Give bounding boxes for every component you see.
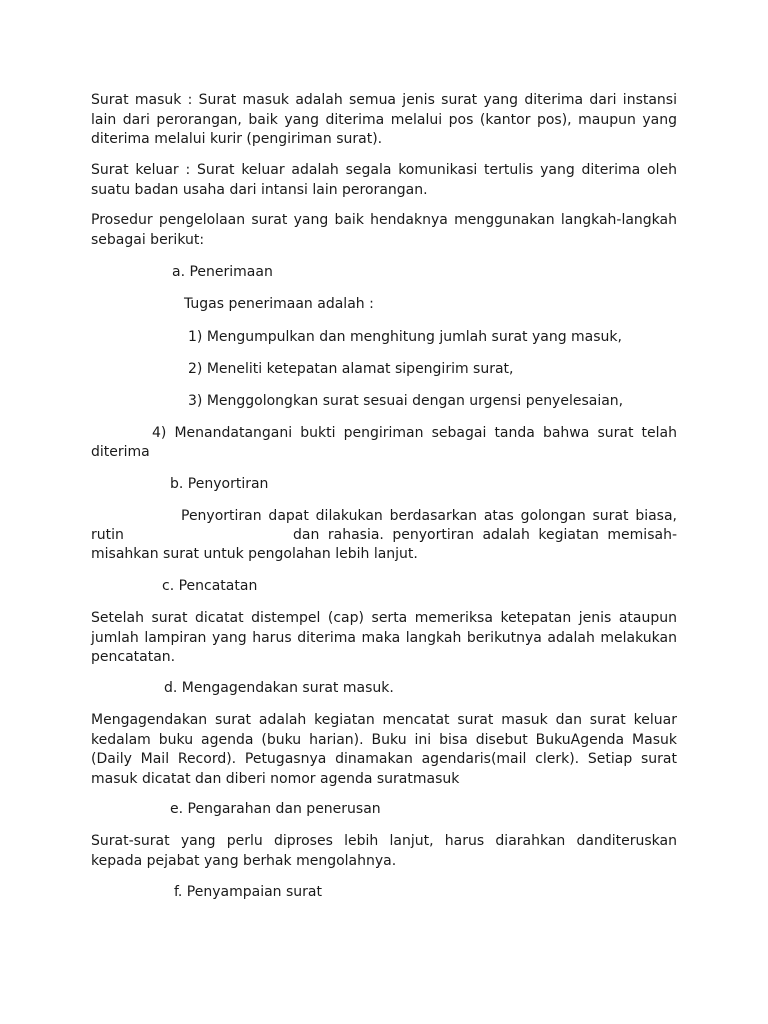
penerimaan-item-3: 3) Menggolongkan surat sesuai dengan urgensi penyelesaian, xyxy=(188,393,624,409)
paragraph-prosedur: Prosedur pengelolaan surat yang baik hendaknya menggunakan langkah-langkah sebagai berikut: xyxy=(91,212,677,248)
heading-penyampaian: f. Penyampaian surat xyxy=(174,884,322,900)
paragraph-surat-masuk: Surat masuk : Surat masuk adalah semua jenis surat yang diterima dari instansi lain dari perorangan, baik yang diterima melalui pos (kantor pos), maupun yang diterima melalui kurir (pengiriman surat). xyxy=(91,92,677,147)
heading-pengarahan: e. Pengarahan dan penerusan xyxy=(170,801,381,817)
heading-pencatatan: c. Pencatatan xyxy=(162,578,258,594)
penyortiran-line-2-left: rutin xyxy=(91,527,124,543)
penyortiran-line-3: misahkan surat untuk pengolahan lebih lanjut. xyxy=(91,546,418,562)
heading-penyortiran: b. Penyortiran xyxy=(170,476,269,492)
penyortiran-line-1: Penyortiran dapat dilakukan berdasarkan atas golongan surat biasa, xyxy=(181,508,677,524)
paragraph-surat-keluar: Surat keluar : Surat keluar adalah segala komunikasi tertulis yang diterima oleh suatu badan usaha dari intansi lain perorangan. xyxy=(91,162,677,198)
penyortiran-line-2-right: dan rahasia. penyortiran adalah kegiatan memisah- xyxy=(293,527,677,543)
heading-mengagendakan: d. Mengagendakan surat masuk. xyxy=(164,680,394,696)
pencatatan-body: Setelah surat dicatat distempel (cap) serta memeriksa ketepatan jenis ataupun jumlah lampiran yang harus diterima maka langkah berikutnya adalah melakukan pencatatan. xyxy=(91,610,677,665)
mengagendakan-body: Mengagendakan surat adalah kegiatan mencatat surat masuk dan surat keluar kedalam buku agenda (buku harian). Buku ini bisa disebut BukuAgenda Masuk (Daily Mail Record). Petugasnya dinamakan agendaris(mail clerk). Setiap surat masuk dicatat dan diberi nomor agenda suratmasuk xyxy=(91,712,677,787)
pengarahan-body: Surat-surat yang perlu diproses lebih lanjut, harus diarahkan danditeruskan kepada pejabat yang berhak mengolahnya. xyxy=(91,833,677,869)
penerimaan-intro: Tugas penerimaan adalah : xyxy=(184,296,374,312)
penerimaan-item-2: 2) Meneliti ketepatan alamat sipengirim surat, xyxy=(188,361,514,377)
penerimaan-item-4-line-1: 4) Menandatangani bukti pengiriman sebagai tanda bahwa surat telah xyxy=(152,425,677,441)
penerimaan-item-4-line-2: diterima xyxy=(91,444,150,460)
heading-penerimaan: a. Penerimaan xyxy=(172,264,273,280)
penerimaan-item-1: 1) Mengumpulkan dan menghitung jumlah surat yang masuk, xyxy=(188,329,622,345)
